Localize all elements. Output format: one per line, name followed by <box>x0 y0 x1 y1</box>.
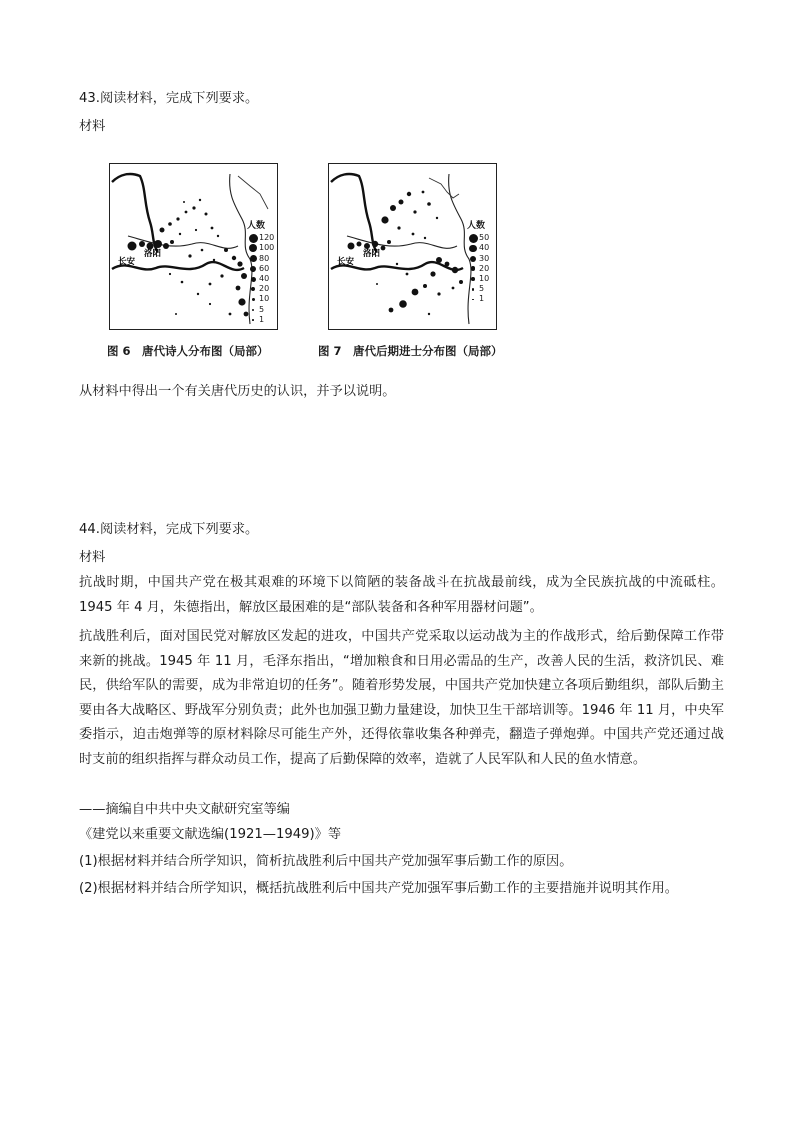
fig7-legend-value: 50 <box>479 233 490 243</box>
fig6-legend-title: 人数 <box>247 221 266 231</box>
q43-question: 从材料中得出一个有关唐代历史的认识，并予以说明。 <box>79 384 396 399</box>
fig6-legend-value: 40 <box>259 273 270 283</box>
fig7-legend-value: 10 <box>479 273 490 283</box>
fig7-city-changan: 长安 <box>337 257 355 267</box>
fig7-legend-value: 40 <box>479 243 490 253</box>
fig6-legend-value: 60 <box>259 263 270 273</box>
q43-figure <box>95 143 540 368</box>
q43-title: 43.阅读材料，完成下列要求。 <box>79 91 259 106</box>
q44-source-title: 《建党以来重要文献选编(1921—1949)》等 <box>79 827 342 842</box>
fig7-caption: 图 7 唐代后期进士分布图（局部） <box>318 344 503 358</box>
fig6-legend-value: 5 <box>259 304 265 314</box>
fig6-caption: 图 6 唐代诗人分布图（局部） <box>107 344 269 358</box>
fig6-legend-value: 10 <box>259 294 270 304</box>
q43-material-label: 材料 <box>79 119 106 134</box>
q44-sub-question-1: (1)根据材料并结合所学知识，简析抗战胜利后中国共产党加强军事后勤工作的原因。 <box>79 854 573 869</box>
fig6-legend-value: 80 <box>259 253 270 263</box>
fig7-legend-value: 1 <box>479 294 485 304</box>
fig7-legend <box>467 221 501 305</box>
fig6-legend-value: 20 <box>259 284 270 294</box>
fig6-city-changan: 长安 <box>118 257 136 267</box>
fig7-legend-value: 20 <box>479 263 490 273</box>
q44-title: 44.阅读材料，完成下列要求。 <box>79 522 259 537</box>
fig6-legend-value: 100 <box>259 243 275 253</box>
q44-material-label: 材料 <box>79 550 106 565</box>
fig6-legend-value: 1 <box>259 314 265 324</box>
q44-sub-question-2: (2)根据材料并结合所学知识，概括抗战胜利后中国共产党加强军事后勤工作的主要措施并说明其作用。 <box>79 881 678 896</box>
q44-paragraph-2: 抗战胜利后，面对国民党对解放区发起的进攻，中国共产党采取以运动战为主的作战形式，给后勤保障工作带来新的挑战。1945 年 11 月，毛泽东指出，“增加粮食和日用必需品的生产，改善人民的生活，救济饥民、难民，供给军队的需要，成为非常迫切的任务”。随着形势发展，中国共产党加快建立各项后勤组织，部队后勤主要由各大战略区、野战军分别负责；此外也加强卫勤力量建设，加快卫生干部培训等。1946 年 11 月，中央军委指示，迫击炮弹等的原材料除尽可能生产外，还得依靠收集各种弹壳，翻造子弹炮弹。中国共产党还通过战时支前的组织指挥与群众动员工作，提高了后勤保障的效率，造就了人民军队和人民的鱼水情意。 <box>79 629 724 767</box>
fig7-legend-value: 5 <box>479 284 485 294</box>
fig6-city-luoyang: 洛阳 <box>144 249 162 259</box>
fig6-legend <box>247 221 281 325</box>
q44-source-editor: ——摘编自中共中央文献研究室等编 <box>79 802 290 817</box>
fig7-city-luoyang: 洛阳 <box>363 249 381 259</box>
q44-paragraph-1: 抗战时期，中国共产党在极其艰难的环境下以简陋的装备战斗在抗战最前线，成为全民族抗战的中流砥柱。1945 年 4 月，朱德指出，解放区最困难的是“部队装备和各种军用器材问题”。 <box>79 575 724 615</box>
fig6-legend-value: 120 <box>259 233 275 243</box>
fig7-legend-value: 30 <box>479 253 490 263</box>
fig7-legend-title: 人数 <box>467 221 486 231</box>
